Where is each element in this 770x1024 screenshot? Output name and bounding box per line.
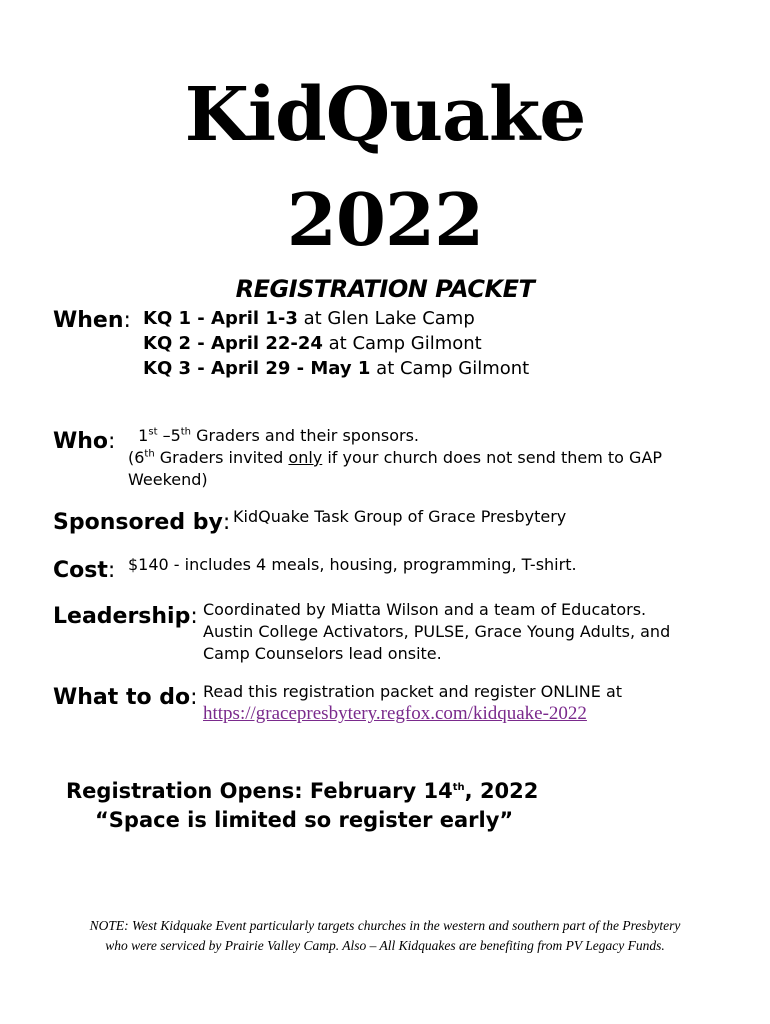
event-line (143, 331, 529, 356)
page-subtitle: REGISTRATION PACKET (235, 275, 535, 303)
leadership-label-text: Leadership (53, 604, 191, 629)
event-name: KQ 2 - April 22-24 (143, 333, 323, 354)
who-label-text: Who (53, 429, 109, 454)
footer-note-line-2: who were serviced by Prairie Valley Camp. Also – All Kidquakes are benefiting from PV Legacy Funds. (105, 938, 665, 953)
who-line-2 (128, 447, 728, 469)
what-to-do-label (53, 687, 198, 709)
who-label (53, 431, 115, 453)
leadership-label (53, 606, 198, 628)
registration-link[interactable]: https://gracepresbytery.regfox.com/kidquake-2022 (203, 703, 587, 724)
event-location: at Glen Lake Camp (303, 308, 475, 329)
sponsored-text: KidQuake Task Group of Grace Presbytery (233, 507, 567, 526)
event-location: at Camp Gilmont (376, 358, 530, 379)
who-line2-sup: th (144, 448, 155, 460)
leadership-text (203, 599, 743, 665)
when-colon: : (123, 308, 131, 333)
event-line (143, 306, 529, 331)
cost-text: $140 - includes 4 meals, housing, programming, T-shirt. (128, 555, 577, 574)
who-text (128, 425, 728, 491)
page-title: KidQuake (184, 72, 586, 158)
who-line1-b: –5 (157, 426, 181, 445)
leadership-line-3: Camp Counselors lead onsite. (203, 644, 442, 663)
cost-colon: : (107, 558, 116, 583)
when-events (143, 306, 529, 381)
space-limited: “Space is limited so register early” (95, 808, 514, 832)
who-line1-sup-b: th (180, 426, 192, 438)
who-line2-a: (6 (128, 448, 145, 467)
footer-note (30, 916, 740, 956)
who-line1-a: 1 (138, 426, 149, 445)
who-line1-sup-a: st (148, 426, 158, 438)
registration-opens (66, 777, 538, 805)
sponsored-label-text: Sponsored by (53, 510, 223, 535)
event-name: KQ 1 - April 1-3 (143, 308, 298, 329)
page-title-year: 2022 (286, 177, 484, 262)
what-to-do-colon: : (190, 685, 198, 710)
footer-note-line-1: NOTE: West Kidquake Event particularly targets churches in the western and southern part of the Presbytery (89, 918, 681, 933)
who-line-3: Weekend) (128, 470, 208, 489)
event-location: at Camp Gilmont (328, 333, 482, 354)
what-to-do-line-1: Read this registration packet and register ONLINE at (203, 682, 623, 701)
leadership-colon: : (190, 604, 198, 629)
registration-opens-b: , 2022 (464, 779, 539, 803)
who-line2-underline: only (288, 448, 323, 467)
who-line2-b: Graders invited (154, 448, 289, 467)
what-to-do-text (203, 681, 743, 725)
cost-label-text: Cost (53, 558, 108, 583)
when-label-text: When (53, 308, 124, 333)
event-name: KQ 3 - April 29 - May 1 (143, 358, 371, 379)
who-line-1 (128, 425, 728, 447)
cost-label (53, 560, 115, 582)
registration-opens-a: Registration Opens: February 14 (66, 779, 453, 803)
when-label (53, 310, 131, 332)
event-line (143, 356, 529, 381)
who-line1-c: Graders and their sponsors. (191, 426, 419, 445)
registration-opens-sup: th (452, 782, 465, 793)
sponsored-label (53, 512, 230, 534)
what-to-do-label-text: What to do (53, 685, 191, 710)
who-colon: : (108, 429, 116, 454)
leadership-line-1: Coordinated by Miatta Wilson and a team of Educators. (203, 600, 647, 619)
sponsored-colon: : (222, 510, 231, 535)
who-line2-c: if your church does not send them to GAP (322, 448, 663, 467)
leadership-line-2: Austin College Activators, PULSE, Grace Young Adults, and (203, 622, 671, 641)
